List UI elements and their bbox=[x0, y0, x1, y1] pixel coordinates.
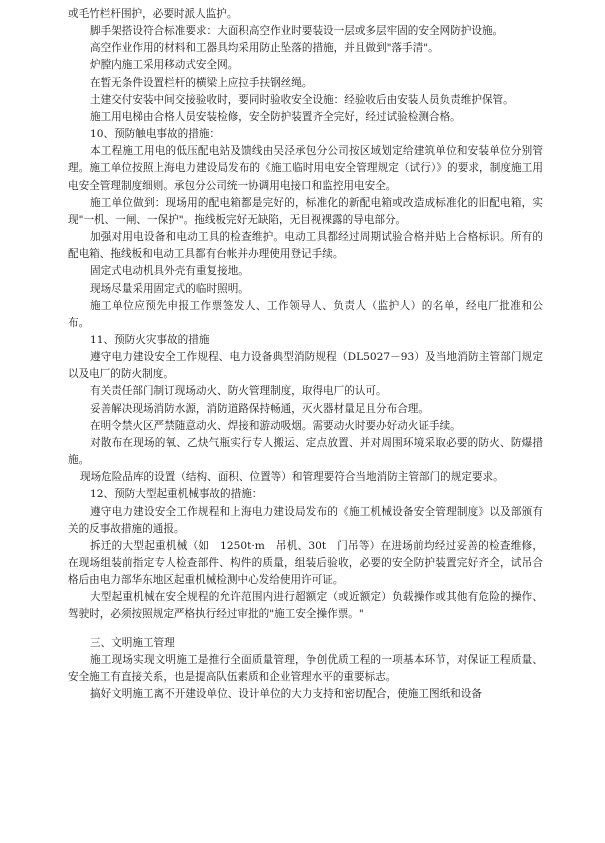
paragraph: 土建交付安装中间交接验收时，要同时验收安全设施：经验收后由安装人员负责维护保管。 bbox=[90, 93, 514, 106]
paragraph: 施工现场实现文明施工是推行全面质量管理，争创优质工程的一项基本环节，对保证工程质量、安全施工有直接关系，也是提高队伍素质和企业管理水平的重要标志。 bbox=[68, 653, 543, 683]
paragraph: 本工程施工用电的低压配电站及馈线由吴泾承包分公司按区域划定给建筑单位和安装单位分别管理。施工单位按照上海电力建设局发布的《施工临时用电安全管理规定（试行）》的要求，制度施工用电安全管理制度细则。承包分公司统一协调用电接口和监控用电安全。 bbox=[68, 145, 543, 192]
paragraph: 妥善解决现场消防水源，消防道路保持畅通，灭火器材量足且分布合理。 bbox=[90, 402, 429, 415]
paragraph: 现场危险品库的设置（结构、面积、位置等）和管理要符合当地消防主管部门的规定要求。 bbox=[80, 471, 504, 484]
paragraph: 对散布在现场的氧、乙炔气瓶实行专人搬运、定点放置、并对周围环境采取必要的防火、防爆措施。 bbox=[68, 436, 543, 467]
paragraph: 搞好文明施工离不开建设单位、设计单位的大力支持和密切配合，使施工图纸和设备 bbox=[90, 688, 482, 701]
section-heading: 11、预防火灾事故的措施 bbox=[90, 333, 210, 346]
paragraph: 施工单位应预先申报工作票签发人、工作领导人、负责人（监护人）的名单，经电厂批准和公布。 bbox=[68, 299, 543, 329]
paragraph: 有关责任部门制订现场动火、防火管理制度，取得电厂的认可。 bbox=[90, 385, 387, 398]
paragraph: 现场尽量采用固定式的临时照明。 bbox=[90, 282, 249, 295]
section-heading: 10、预防触电事故的措施： bbox=[90, 128, 221, 141]
paragraph: 在明令禁火区严禁随意动火、焊接和游动吸烟。需要动火时要办好动火证手续。 bbox=[90, 419, 461, 432]
paragraph: 加强对用电设备和电动工具的检查维护。电动工具都经过周期试验合格并贴上合格标识。所有的配电箱、拖线板和电动工具都有台帐并办理使用登记手续。 bbox=[68, 231, 543, 261]
paragraph: 遵守电力建设安全工作规程、电力设备典型消防规程（DL5027－93）及当地消防主管部门规定以及电厂的防火制度。 bbox=[68, 351, 543, 381]
paragraph: 施工单位做到：现场用的配电箱都是完好的，标准化的新配电箱或改造成标准化的旧配电箱，实现"一机、一闸、一保护"。拖线板完好无缺陷，无目视裸露的导电部分。 bbox=[68, 196, 543, 226]
section-heading: 12、预防大型起重机械事故的措施： bbox=[90, 488, 263, 501]
paragraph: 固定式电动机具外壳有重复接地。 bbox=[90, 265, 249, 278]
paragraph: 或毛竹栏杆围护，必要时派人监护。 bbox=[68, 8, 238, 20]
section-heading: 三、文明施工管理 bbox=[90, 636, 175, 649]
paragraph: 脚手架搭设符合标准要求：大面积高空作业时要装设一层或多层牢固的安全网防护设施。 bbox=[90, 25, 504, 38]
paragraph: 在暂无条件设置栏杆的横梁上应拉手扶钢丝绳。 bbox=[90, 76, 313, 89]
paragraph-gap bbox=[68, 624, 543, 635]
paragraph: 大型起重机械在安全规程的允许范围内进行超额定（或近额定）负载操作或其他有危险的操作、驾驶时，必须按照规定严格执行经过审批的"施工安全操作票。" bbox=[68, 591, 543, 621]
paragraph: 高空作业作用的材料和工器具均采用防止坠落的措施，并且做到"落手清"。 bbox=[90, 42, 439, 55]
paragraph: 拆迁的大型起重机械（如 1250t·m 吊机、30t 门吊等）在进场前均经过妥善的检查维修，在现场组装前指定专人检查部件、构件的质量，组装后验收，必要的安全防护装置完好齐全，试吊合格后由电力部华东地区起重机械检测中心发给使用许可证。 bbox=[68, 539, 543, 587]
paragraph: 遵守电力建设安全工作规程和上海电力建设局发布的《施工机械设备安全管理制度》以及部颁有关的反事故措施的通报。 bbox=[68, 505, 543, 535]
paragraph: 施工用电梯由合格人员安装检修，安全防护装置齐全完好，经过试验检测合格。 bbox=[90, 110, 461, 123]
paragraph: 炉膛内施工采用移动式安全网。 bbox=[90, 59, 239, 72]
